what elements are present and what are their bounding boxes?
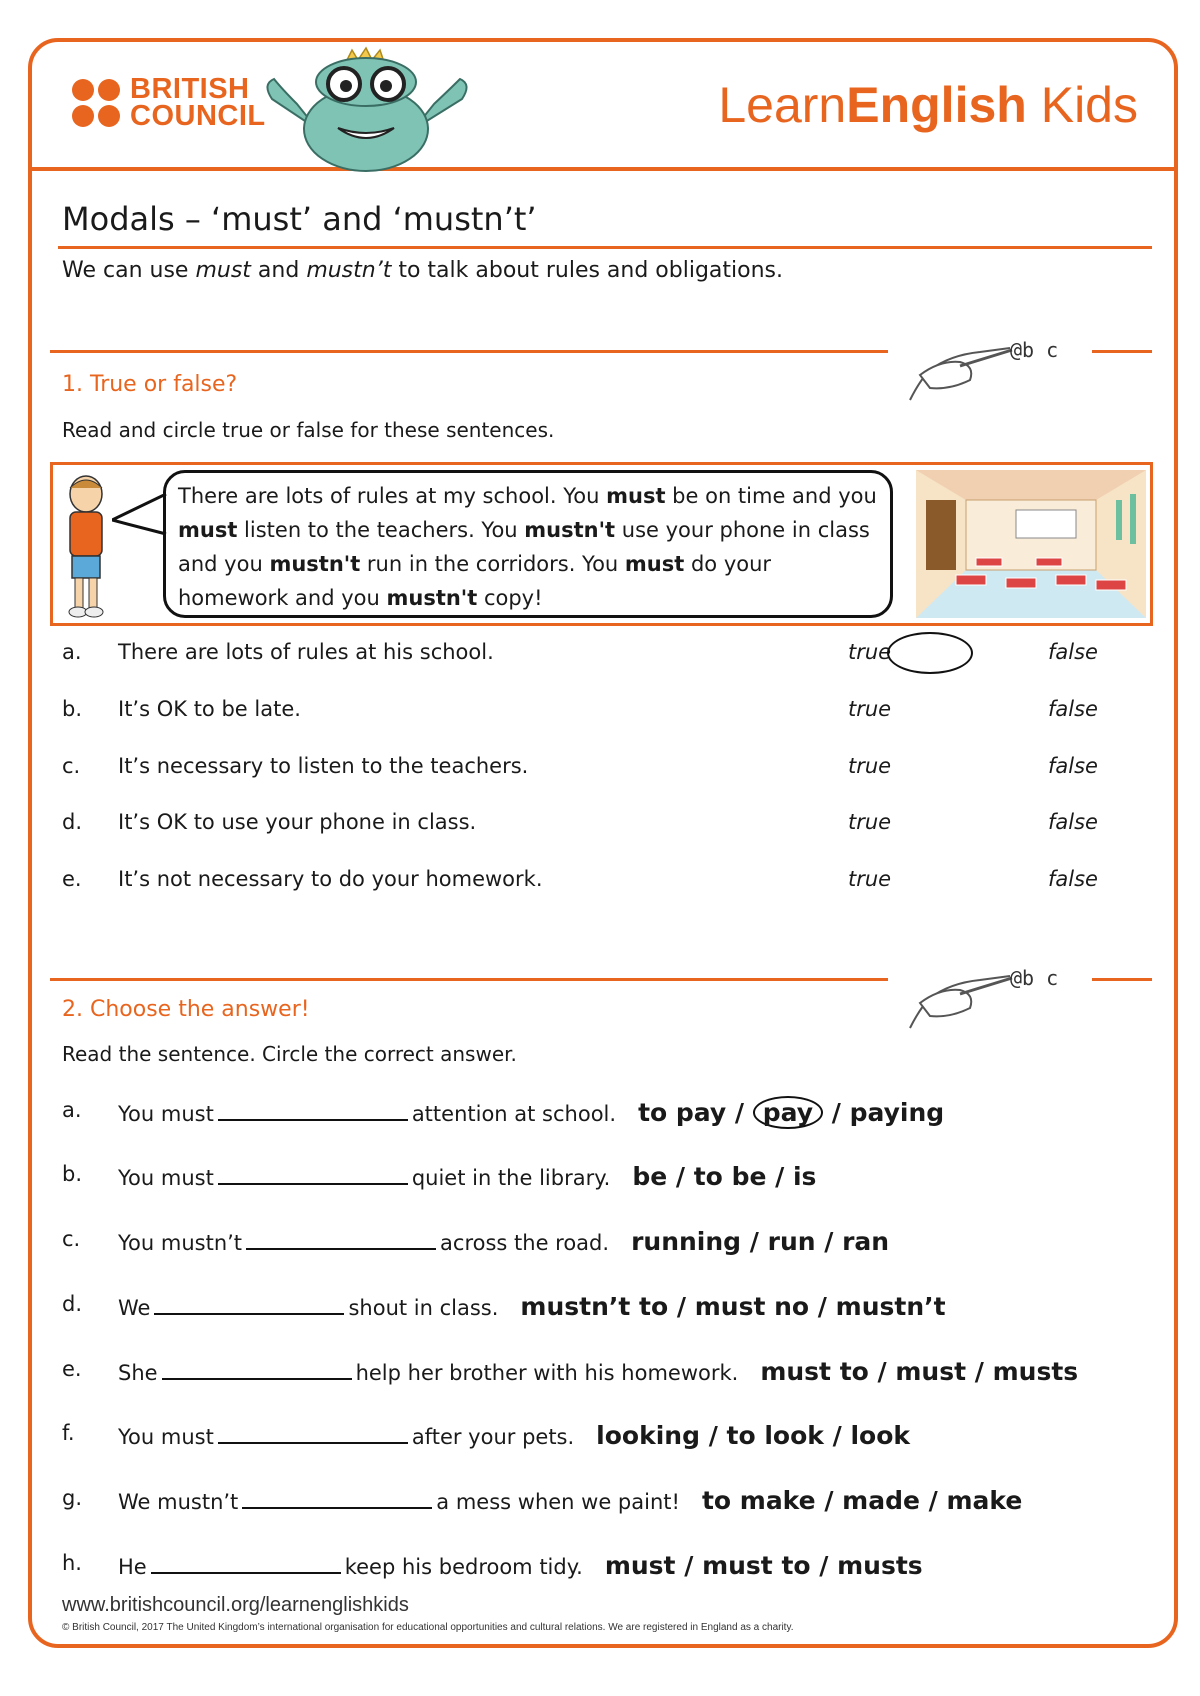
item-letter: a. — [62, 640, 82, 664]
sentence-start: You must — [118, 1425, 214, 1449]
sentence-start: We — [118, 1296, 151, 1320]
answer-blank[interactable] — [218, 1165, 408, 1185]
answer-option[interactable]: be — [632, 1162, 668, 1191]
bubble-keyword: mustn't — [524, 518, 616, 542]
answer-option[interactable]: pay — [753, 1096, 823, 1129]
answer-option[interactable]: to make — [701, 1486, 816, 1515]
true-option[interactable]: true — [848, 810, 892, 834]
bc-line2: COUNCIL — [130, 100, 266, 132]
item-letter: c. — [62, 1227, 81, 1251]
answer-options: looking / to look / look — [596, 1421, 911, 1450]
classroom-image — [916, 470, 1146, 618]
answer-option[interactable]: must — [895, 1357, 967, 1386]
answer-option[interactable]: must — [604, 1551, 676, 1580]
bubble-keyword: must — [606, 484, 666, 508]
footer-copyright: © British Council, 2017 The United Kingdom’s international organisation for educational opportunities and cultural relations. We are registered in England as a charity. — [62, 1622, 794, 1633]
sentence-start: We mustn’t — [118, 1490, 239, 1514]
sentence-start: You must — [118, 1166, 214, 1190]
item-sentence: It’s not necessary to do your homework. — [118, 867, 543, 891]
answer-option[interactable]: must to — [702, 1551, 811, 1580]
item-sentence — [118, 1551, 923, 1580]
sentence-end: shout in class. — [348, 1296, 499, 1320]
section2-instruction: Read the sentence. Circle the correct answer. — [62, 1042, 517, 1066]
answer-blank[interactable] — [246, 1230, 436, 1250]
answer-options: running / run / ran — [631, 1227, 890, 1256]
writing-hand-icon — [900, 330, 1020, 410]
true-option[interactable]: true — [848, 867, 892, 891]
bubble-keyword: must — [178, 518, 238, 542]
answer-option[interactable]: make — [946, 1486, 1023, 1515]
true-option[interactable]: true — [848, 640, 892, 664]
sentence-end: across the road. — [440, 1231, 610, 1255]
answer-options: must / must to / musts — [604, 1551, 923, 1580]
page-title: Modals – ‘must’ and ‘mustn’t’ — [62, 200, 537, 238]
item-letter: e. — [62, 1357, 82, 1381]
answer-option[interactable]: running — [631, 1227, 742, 1256]
answer-blank[interactable] — [154, 1295, 344, 1315]
sentence-end: help her brother with his homework. — [355, 1361, 739, 1385]
sentence-end: keep his bedroom tidy. — [344, 1555, 583, 1579]
section1-rule-right — [1092, 350, 1152, 353]
sentence-end: after your pets. — [411, 1425, 575, 1449]
item-sentence — [118, 1486, 1022, 1515]
bubble-text: do your homework and you — [178, 552, 772, 610]
true-option[interactable]: true — [848, 697, 892, 721]
header-divider — [32, 167, 1174, 171]
answer-option[interactable]: to be — [693, 1162, 767, 1191]
bubble-text: use your phone in class and you — [178, 518, 870, 576]
item-letter: b. — [62, 1162, 83, 1186]
sentence-start: You must — [118, 1102, 214, 1126]
item-sentence — [118, 1421, 910, 1450]
sentence-end: attention at school. — [411, 1102, 617, 1126]
item-sentence — [118, 1292, 946, 1321]
item-sentence — [118, 1162, 816, 1191]
answer-option[interactable]: musts — [837, 1551, 923, 1580]
bubble-text: listen to the teachers. You — [237, 518, 525, 542]
section2-title: 2. Choose the answer! — [62, 997, 310, 1022]
sentence-end: quiet in the library. — [411, 1166, 611, 1190]
section2-rule-right — [1092, 978, 1152, 981]
item-letter: d. — [62, 810, 83, 834]
item-letter: f. — [62, 1421, 75, 1445]
answer-options: to pay / pay / paying — [638, 1098, 945, 1127]
learnenglish-kids-logo: LearnEnglish Kids — [718, 77, 1138, 133]
section1-title: 1. True or false? — [62, 372, 238, 397]
answer-option[interactable]: ran — [842, 1227, 890, 1256]
answer-blank[interactable] — [242, 1489, 432, 1509]
bc-line1: BRITISH — [130, 73, 250, 105]
bubble-tail — [112, 494, 168, 544]
false-option[interactable]: false — [1048, 640, 1098, 664]
item-letter: e. — [62, 867, 82, 891]
item-sentence: It’s necessary to listen to the teachers. — [118, 754, 529, 778]
answer-option[interactable]: mustn’t to — [520, 1292, 669, 1321]
bubble-text: There are lots of rules at my school. You — [178, 484, 607, 508]
item-sentence: It’s OK to use your phone in class. — [118, 810, 477, 834]
item-sentence: There are lots of rules at his school. — [118, 640, 494, 664]
answer-options: must to / must / musts — [760, 1357, 1079, 1386]
section2-rule-left — [50, 978, 888, 981]
answer-options: to make / made / make — [701, 1486, 1023, 1515]
answer-option[interactable]: is — [792, 1162, 817, 1191]
british-council-logo — [72, 73, 266, 132]
writing-hand-icon — [900, 958, 1020, 1038]
item-letter: c. — [62, 754, 81, 778]
answer-option[interactable]: made — [842, 1486, 920, 1515]
answer-option[interactable]: paying — [849, 1098, 945, 1127]
monster-mascot-icon — [262, 44, 472, 174]
bubble-keyword: must — [624, 552, 685, 576]
item-sentence — [118, 1098, 944, 1127]
answer-blank[interactable] — [162, 1360, 352, 1380]
true-option[interactable]: true — [848, 754, 892, 778]
footer-url[interactable]: www.britishcouncil.org/learnenglishkids — [62, 1594, 409, 1616]
item-letter: h. — [62, 1551, 82, 1575]
answer-option[interactable]: must to — [760, 1357, 869, 1386]
sentence-start: You mustn’t — [118, 1231, 243, 1255]
answer-blank[interactable] — [218, 1101, 408, 1121]
sentence-start: He — [118, 1555, 147, 1579]
answer-circle — [887, 632, 973, 674]
answer-blank[interactable] — [218, 1424, 408, 1444]
item-letter: d. — [62, 1292, 83, 1316]
answer-option[interactable]: to look — [726, 1421, 824, 1450]
answer-option[interactable]: looking — [596, 1421, 700, 1450]
abc-label: @b c — [1010, 338, 1059, 362]
item-letter: a. — [62, 1098, 82, 1122]
item-sentence: It’s OK to be late. — [118, 697, 301, 721]
answer-blank[interactable] — [151, 1554, 341, 1574]
answer-option[interactable]: musts — [992, 1357, 1079, 1386]
answer-option[interactable]: must no — [694, 1292, 810, 1321]
bubble-keyword: mustn't — [386, 586, 478, 610]
item-letter: b. — [62, 697, 83, 721]
bubble-text: run in the corridors. You — [360, 552, 625, 576]
item-sentence — [118, 1227, 889, 1256]
false-option[interactable]: false — [1048, 867, 1098, 891]
bubble-text: be on time and you — [665, 484, 877, 508]
section1-instruction: Read and circle true or false for these sentences. — [62, 418, 555, 442]
intro-text: We can use must and mustn’t to talk about rules and obligations. — [62, 258, 784, 283]
bc-dots-icon — [72, 79, 120, 127]
boy-icon — [58, 472, 114, 620]
title-rule — [58, 246, 1152, 249]
bubble-text: copy! — [477, 586, 543, 610]
answer-option[interactable]: to pay — [638, 1098, 727, 1127]
item-letter: g. — [62, 1486, 83, 1510]
bubble-keyword: mustn't — [269, 552, 361, 576]
section1-rule-left — [50, 350, 888, 353]
answer-options: mustn’t to / must no / mustn’t — [520, 1292, 946, 1321]
abc-label: @b c — [1010, 966, 1059, 990]
item-sentence — [118, 1357, 1078, 1386]
false-option[interactable]: false — [1048, 697, 1098, 721]
sentence-start: She — [118, 1361, 158, 1385]
answer-option[interactable]: mustn’t — [835, 1292, 946, 1321]
false-option[interactable]: false — [1048, 754, 1098, 778]
sentence-end: a mess when we paint! — [436, 1490, 680, 1514]
answer-option[interactable]: run — [767, 1227, 816, 1256]
false-option[interactable]: false — [1048, 810, 1098, 834]
answer-options: be / to be / is — [632, 1162, 817, 1191]
answer-option[interactable]: look — [850, 1421, 911, 1450]
speech-bubble — [163, 470, 893, 618]
